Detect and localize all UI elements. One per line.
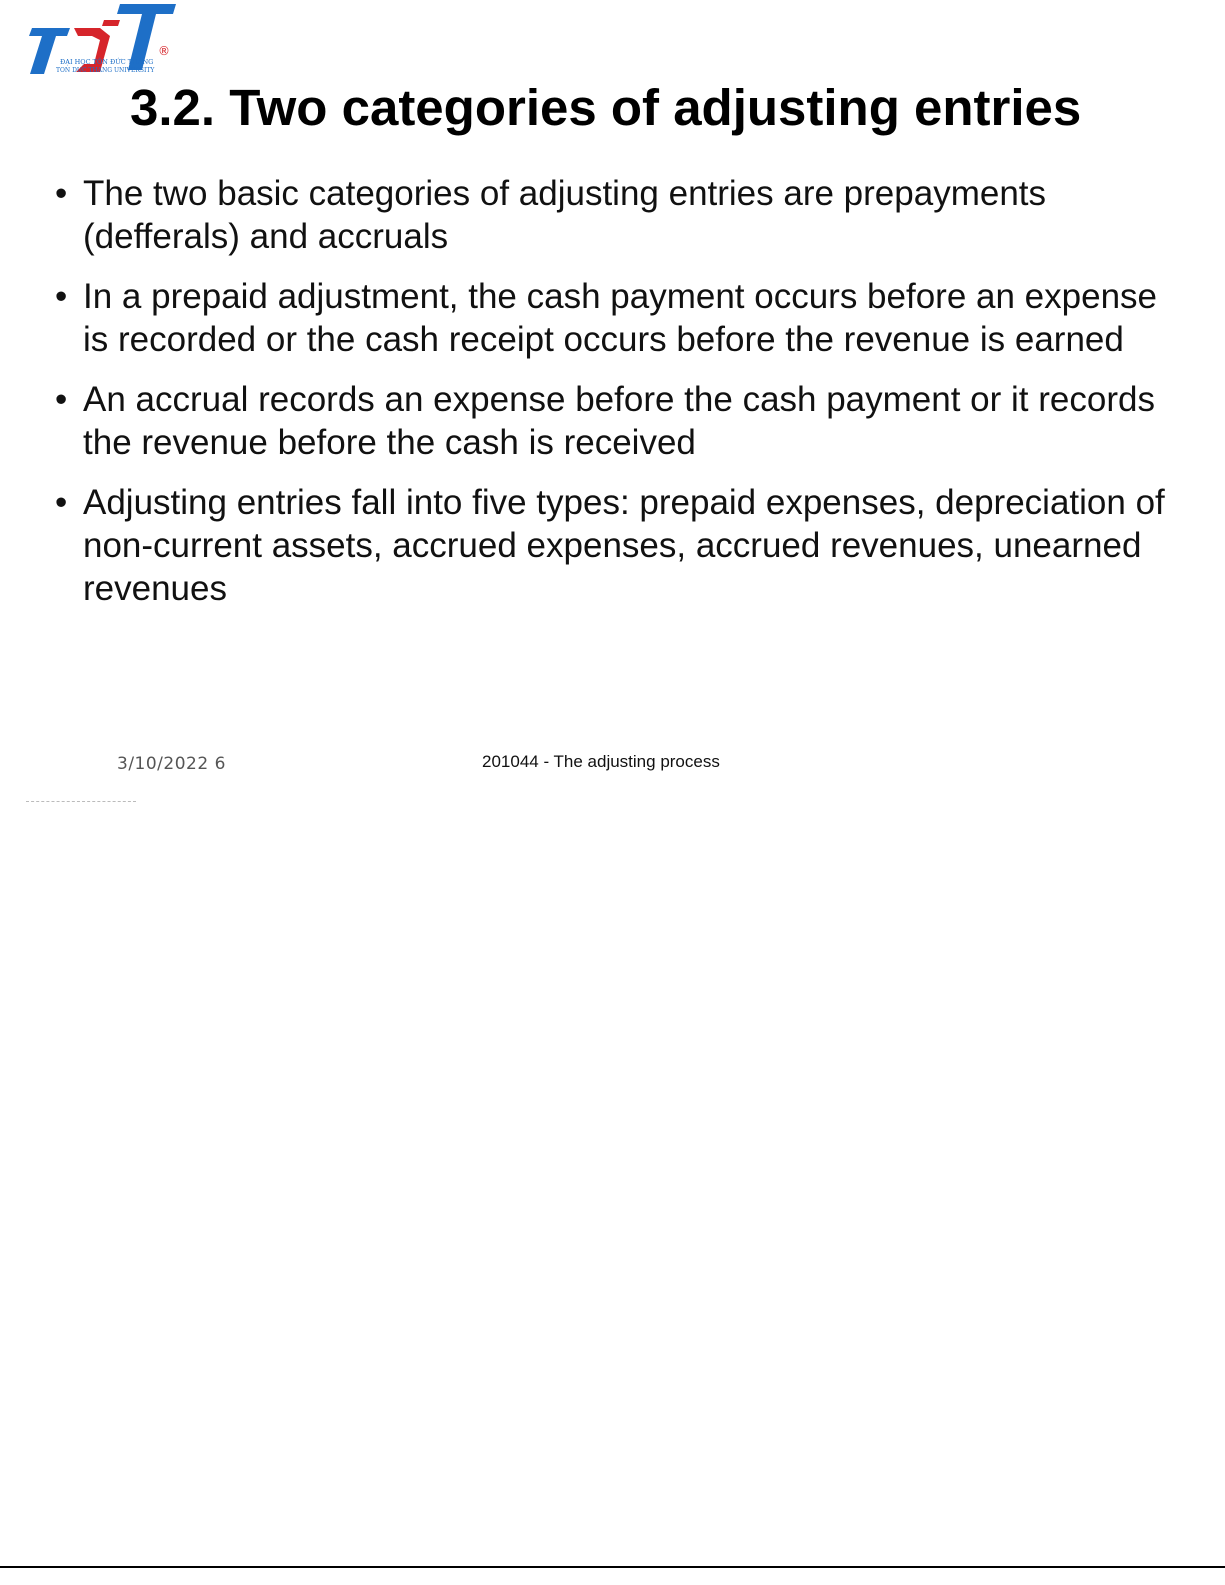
- bullet-text: The two basic categories of adjusting entries are prepayments (defferals) and accruals: [83, 174, 1047, 256]
- bullet-text: An accrual records an expense before the cash payment or it records the revenue before the cash is received: [83, 380, 1155, 462]
- university-logo: [24, 0, 180, 80]
- bullet-text: In a prepaid adjustment, the cash payment occurs before an expense is recorded or the cash receipt occurs before the revenue is earned: [83, 277, 1157, 359]
- page-bottom-rule: [0, 1566, 1225, 1568]
- divider: [26, 801, 136, 804]
- bullet-item: [50, 378, 1170, 464]
- bullet-dot-icon: •: [55, 483, 68, 522]
- bullet-dot-icon: •: [55, 380, 68, 419]
- footer-course-title: 201044 - The adjusting process: [482, 752, 720, 771]
- footer-date-page: 3/10/2022 6: [117, 754, 226, 774]
- university-name-line-2: TON DUC THANG UNIVERSITY: [56, 67, 155, 74]
- bullet-dot-icon: •: [55, 277, 68, 316]
- bullet-item: [50, 275, 1170, 361]
- slide-title: 3.2. Two categories of adjusting entries: [130, 79, 1082, 136]
- bullet-list: [50, 172, 1170, 627]
- bullet-item: [50, 481, 1170, 610]
- university-name-line-1: ĐẠI HỌC TÔN ĐỨC THẮNG: [60, 58, 154, 66]
- registered-mark: ®: [158, 44, 170, 58]
- bullet-text: Adjusting entries fall into five types: prepaid expenses, depreciation of non-current assets, accrued expenses, accrued revenues, unearned revenues: [83, 483, 1165, 608]
- bullet-item: [50, 172, 1170, 258]
- bullet-dot-icon: •: [55, 174, 68, 213]
